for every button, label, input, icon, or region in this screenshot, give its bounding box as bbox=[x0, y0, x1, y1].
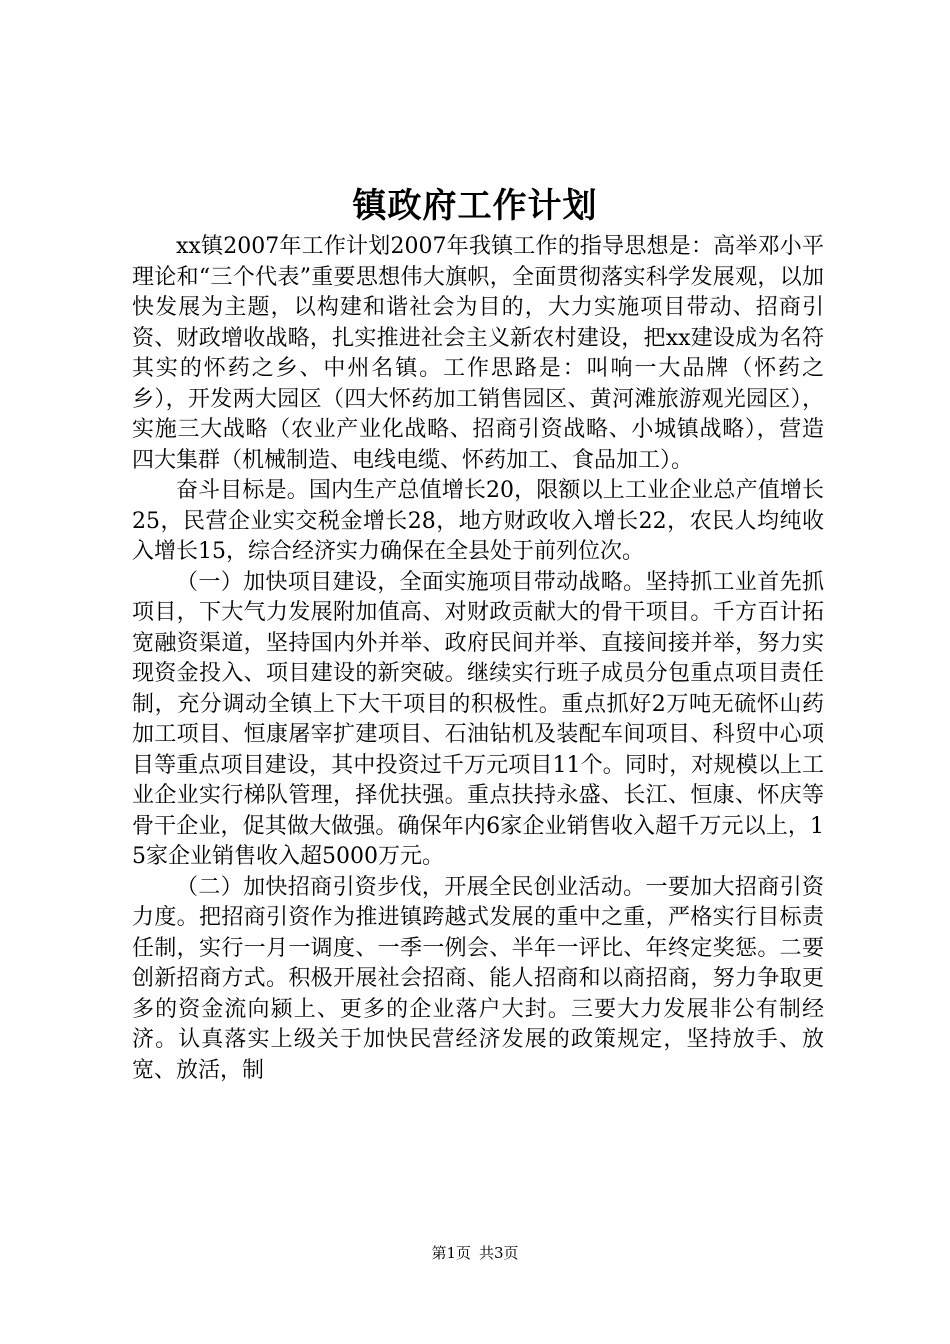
paragraph-guiding-thought: xx镇2007年工作计划2007年我镇工作的指导思想是：高举邓小平理论和“三个代表”重要思想伟大旗帜，全面贯彻落实科学发展观，以加快发展为主题，以构建和谐社会为目的，大力实施项目带动、招商引资、财政增收战略，扎实推进社会主义新农村建设，把xx建设成为名符其实的怀药之乡、中州名镇。工作思路是：叫响一大品牌（怀药之乡），开发两大园区（四大怀药加工销售园区、黄河滩旅游观光园区），实施三大战略（农业产业化战略、招商引资战略、小城镇战略），营造四大集群（机械制造、电线电缆、怀药加工、食品加工）。 bbox=[132, 234, 824, 473]
page-footer bbox=[0, 1243, 950, 1263]
document-title: 镇政府工作计划 bbox=[352, 186, 598, 226]
paragraph-project-construction: （一）加快项目建设，全面实施项目带动战略。坚持抓工业首先抓项目，下大气力发展附加值高、对财政贡献大的骨干项目。千方百计拓宽融资渠道，坚持国内外并举、政府民间并举、直接间接并举，努力实现资金投入、项目建设的新突破。继续实行班子成员分包重点项目责任制，充分调动全镇上下大干项目的积极性。重点抓好2万吨无硫怀山药加工项目、恒康屠宰扩建项目、石油钻机及装配车间项目、科贸中心项目等重点项目建设，其中投资过千万元项目11个。同时，对规模以上工业企业实行梯队管理，择优扶强。重点扶持永盛、长江、恒康、怀庆等骨干企业，促其做大做强。确保年内6家企业销售收入超千万元以上，15家企业销售收入超5000万元。 bbox=[132, 569, 824, 869]
paragraph-investment-attraction: （二）加快招商引资步伐，开展全民创业活动。一要加大招商引资力度。把招商引资作为推进镇跨越式发展的重中之重，严格实行目标责任制，实行一月一调度、一季一例会、半年一评比、年终定奖惩。二要创新招商方式。积极开展社会招商、能人招商和以商招商，努力争取更多的资金流向颍上、更多的企业落户大封。三要大力发展非公有制经济。认真落实上级关于加快民营经济发展的政策规定，坚持放手、放宽、放活，制 bbox=[132, 874, 824, 1083]
page-number: 第1页 bbox=[431, 1244, 471, 1262]
page-total: 共3页 bbox=[479, 1244, 519, 1262]
document-body bbox=[132, 232, 824, 1086]
paragraph-goals: 奋斗目标是。国内生产总值增长20，限额以上工业企业总产值增长25，民营企业实交税金增长28，地方财政收入增长22，农民人均纯收入增长15，综合经济实力确保在全县处于前列位次。 bbox=[132, 478, 824, 564]
